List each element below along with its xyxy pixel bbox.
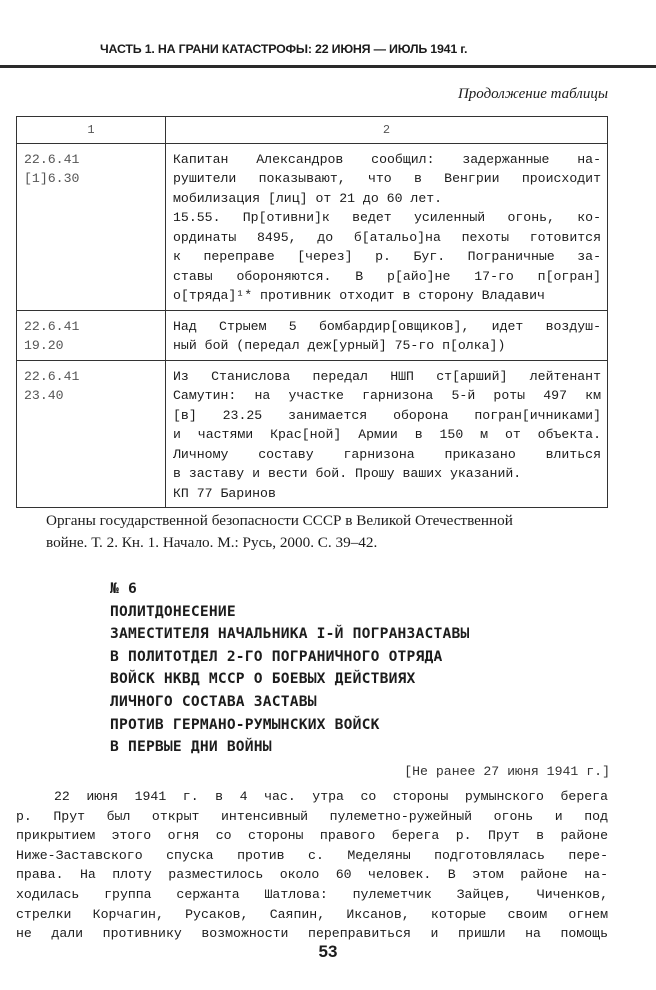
table-caption: Продолжение таблицы (457, 86, 608, 102)
table-row (17, 143, 608, 310)
date-line: 22.6.41 (24, 151, 80, 167)
document-title-line: ЗАМЕСТИТЕЛЯ НАЧАЛЬНИКА I-Й ПОГРАНЗАСТАВЫ (110, 625, 470, 643)
document-title-line: В ПЕРВЫЕ ДНИ ВОЙНЫ (110, 738, 272, 756)
source-line: войне. Т. 2. Кн. 1. Начало. М.: Русь, 2000. С. 39–42. (46, 534, 378, 551)
entry-line: Личному составу гарнизона приказано влиться (173, 446, 601, 462)
entry-line: о[тряда]¹* противник отходит в сторону Владавич (173, 288, 545, 303)
document-number: № 6 (110, 580, 137, 597)
date-cell (17, 310, 166, 360)
source-citation (46, 510, 610, 554)
entry-line: [в] 23.25 занимается оборона погран[ичниками] (173, 407, 601, 423)
document-title-line: ЛИЧНОГО СОСТАВА ЗАСТАВЫ (110, 692, 317, 710)
body-line: не дали противнику возможности переправиться и пришли на помощь (16, 926, 608, 942)
document-heading (110, 578, 469, 759)
entry-line: в заставу и вести бой. Прошу ваших указаний. (173, 466, 522, 481)
time-line: 23.40 (24, 388, 64, 403)
body-line: права. На плоту разместилось около 60 человек. В этом районе на- (16, 867, 608, 883)
entry-line: мобилизация [лиц] от 21 до 60 лет. (173, 190, 443, 206)
entry-line: рушители показывают, что в Венгрии происходит (173, 171, 601, 186)
entry-cell (166, 310, 608, 360)
entry-line: КП 77 Баринов (173, 485, 276, 501)
entry-line: и частями Крас[ной] Армии в 150 м от объекта. (173, 427, 601, 442)
date-line: 22.6.41 (24, 318, 80, 334)
body-line: стрелки Корчагин, Русаков, Саяпин, Иксанов, которые своим огнем (16, 906, 608, 922)
chronology-table (16, 116, 608, 508)
document-dating: [Не ранее 27 июня 1941 г.] (404, 764, 610, 779)
date-cell (17, 143, 166, 310)
entry-line: к переправе [через] р. Буг. Пограничные за- (173, 249, 601, 264)
entry-line: ординаты 8495, до б[атальо]на пехоты готовится (173, 229, 601, 245)
entry-line: Из Станислова передал НШП ст[арший] лейтенант (173, 368, 601, 384)
table-row (17, 360, 608, 508)
entry-line: Над Стрыем 5 бомбардир[овщиков], идет воздуш- (173, 318, 601, 334)
entry-cell (166, 143, 608, 310)
body-line: р. Прут был открыт интенсивный пулеметно-ружейный огонь и под (16, 808, 608, 824)
running-header: ЧАСТЬ 1. НА ГРАНИ КАТАСТРОФЫ: 22 ИЮНЯ — ИЮЛЬ 1941 г. (100, 42, 468, 56)
date-cell (17, 360, 166, 508)
table-row (17, 310, 608, 360)
date-line: 22.6.41 (24, 368, 80, 384)
header-rule (0, 65, 656, 68)
entry-line: ставы обороняются. В р[айо]не 17-го п[огран] (173, 268, 601, 284)
body-line: прикрытием этого огня со стороны правого берега р. Прут в районе (16, 828, 608, 844)
document-title-line: ПОЛИТДОНЕСЕНИЕ (110, 602, 236, 620)
body-line: ходилась группа сержанта Шатлова: пулеметчик Зайцев, Чиченков, (16, 886, 608, 902)
page-number: 53 (318, 942, 338, 961)
time-line: [1]6.30 (24, 171, 80, 186)
entry-line: Самутин: на участке гарнизона 5-й роты 497 км (173, 388, 601, 403)
column-header-2: 2 (166, 117, 608, 144)
document-title-line: ВОЙСК НКВД МССР О БОЕВЫХ ДЕЙСТВИЯХ (110, 670, 416, 688)
document-body (16, 787, 608, 944)
entry-line: ный бой (передал деж[урный] 75-го п[олка]) (173, 338, 506, 353)
entry-cell (166, 360, 608, 508)
source-line: Органы государственной безопасности СССР в Великой Отечественной (46, 512, 513, 529)
document-title-line: В ПОЛИТОТДЕЛ 2-ГО ПОГРАНИЧНОГО ОТРЯДА (110, 647, 443, 665)
body-line: 22 июня 1941 г. в 4 час. утра со стороны румынского берега (54, 789, 608, 804)
document-title-line: ПРОТИВ ГЕРМАНО-РУМЫНСКИХ ВОЙСК (110, 715, 380, 733)
entry-line: Капитан Александров сообщил: задержанные на- (173, 151, 601, 167)
table-header-row (17, 117, 608, 144)
column-header-1: 1 (17, 117, 166, 144)
entry-line: 15.55. Пр[отивни]к ведет усиленный огонь, ко- (173, 210, 601, 225)
body-line: Ниже-Заставского спуска против с. Меделяны подготовлялась пере- (16, 847, 608, 863)
time-line: 19.20 (24, 338, 64, 353)
